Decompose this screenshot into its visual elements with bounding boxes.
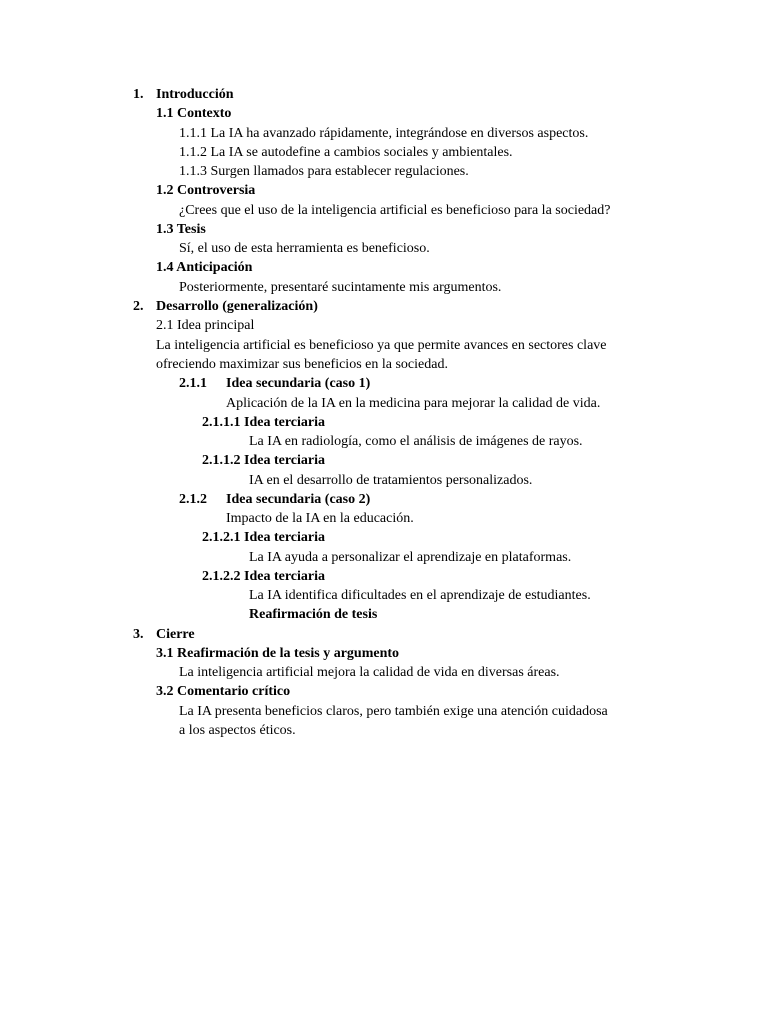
item-1-1-2: 1.1.2 La IA se autodefine a cambios sociales y ambientales.	[179, 145, 513, 160]
subsection-1-1-heading: 1.1 Contexto	[156, 106, 232, 121]
section-2-heading	[133, 297, 318, 316]
tertiary-idea-2-1-1-1-text: La IA en radiología, como el análisis de imágenes de rayos.	[249, 434, 583, 449]
subsection-3-2-text-line-1: La IA presenta beneficios claros, pero también exige una atención cuidadosa	[179, 704, 608, 719]
item-1-1-1: 1.1.1 La IA ha avanzado rápidamente, integrándose en diversos aspectos.	[179, 126, 589, 141]
subsection-3-1-text: La inteligencia artificial mejora la calidad de vida en diversas áreas.	[179, 665, 560, 680]
tertiary-idea-2-1-1-2-text: IA en el desarrollo de tratamientos personalizados.	[249, 473, 533, 488]
subsection-1-2-text: ¿Crees que el uso de la inteligencia artificial es beneficioso para la sociedad?	[179, 203, 611, 218]
section-1-number: 1.	[133, 87, 144, 102]
subsection-3-2-heading: 3.2 Comentario crítico	[156, 684, 291, 699]
secondary-idea-1-number: 2.1.1	[179, 376, 207, 391]
tertiary-idea-2-1-2-1-heading: 2.1.2.1 Idea terciaria	[202, 530, 325, 545]
section-2-number: 2.	[133, 299, 144, 314]
secondary-idea-2-number: 2.1.2	[179, 492, 207, 507]
secondary-idea-2-heading	[179, 490, 370, 509]
section-2-title: Desarrollo (generalización)	[156, 299, 318, 314]
tertiary-idea-2-1-1-1-heading: 2.1.1.1 Idea terciaria	[202, 415, 325, 430]
subsection-1-4-heading: 1.4 Anticipación	[156, 260, 253, 275]
tertiary-idea-2-1-2-1-text: La IA ayuda a personalizar el aprendizaje en plataformas.	[249, 550, 572, 565]
section-3-title: Cierre	[156, 627, 195, 642]
secondary-idea-1-title: Idea secundaria (caso 1)	[226, 376, 371, 391]
tertiary-idea-2-1-1-2-heading: 2.1.1.2 Idea terciaria	[202, 453, 325, 468]
reaffirm-thesis-label: Reafirmación de tesis	[249, 607, 378, 622]
section-1-title: Introducción	[156, 87, 234, 102]
item-1-1-3: 1.1.3 Surgen llamados para establecer regulaciones.	[179, 164, 469, 179]
secondary-idea-2-title: Idea secundaria (caso 2)	[226, 492, 371, 507]
section-1-heading	[133, 85, 234, 104]
tertiary-idea-2-1-2-2-text: La IA identifica dificultades en el aprendizaje de estudiantes.	[249, 588, 591, 603]
tertiary-idea-2-1-2-2-heading: 2.1.2.2 Idea terciaria	[202, 569, 325, 584]
subsection-3-2-text-line-2: a los aspectos éticos.	[179, 723, 296, 738]
subsection-1-3-heading: 1.3 Tesis	[156, 222, 206, 237]
subsection-1-4-text: Posteriormente, presentaré sucintamente mis argumentos.	[179, 280, 502, 295]
main-idea-text-line-2: ofreciendo maximizar sus beneficios en la sociedad.	[156, 357, 448, 372]
secondary-idea-2-text: Impacto de la IA en la educación.	[226, 511, 414, 526]
subsection-1-3-text: Sí, el uso de esta herramienta es beneficioso.	[179, 241, 430, 256]
main-idea-label: 2.1 Idea principal	[156, 318, 255, 333]
secondary-idea-1-text: Aplicación de la IA en la medicina para mejorar la calidad de vida.	[226, 396, 601, 411]
subsection-3-1-heading: 3.1 Reafirmación de la tesis y argumento	[156, 646, 400, 661]
section-3-heading	[133, 625, 195, 644]
main-idea-text-line-1: La inteligencia artificial es beneficioso ya que permite avances en sectores clave	[156, 338, 607, 353]
section-3-number: 3.	[133, 627, 144, 642]
subsection-1-2-heading: 1.2 Controversia	[156, 183, 256, 198]
secondary-idea-1-heading	[179, 374, 370, 393]
